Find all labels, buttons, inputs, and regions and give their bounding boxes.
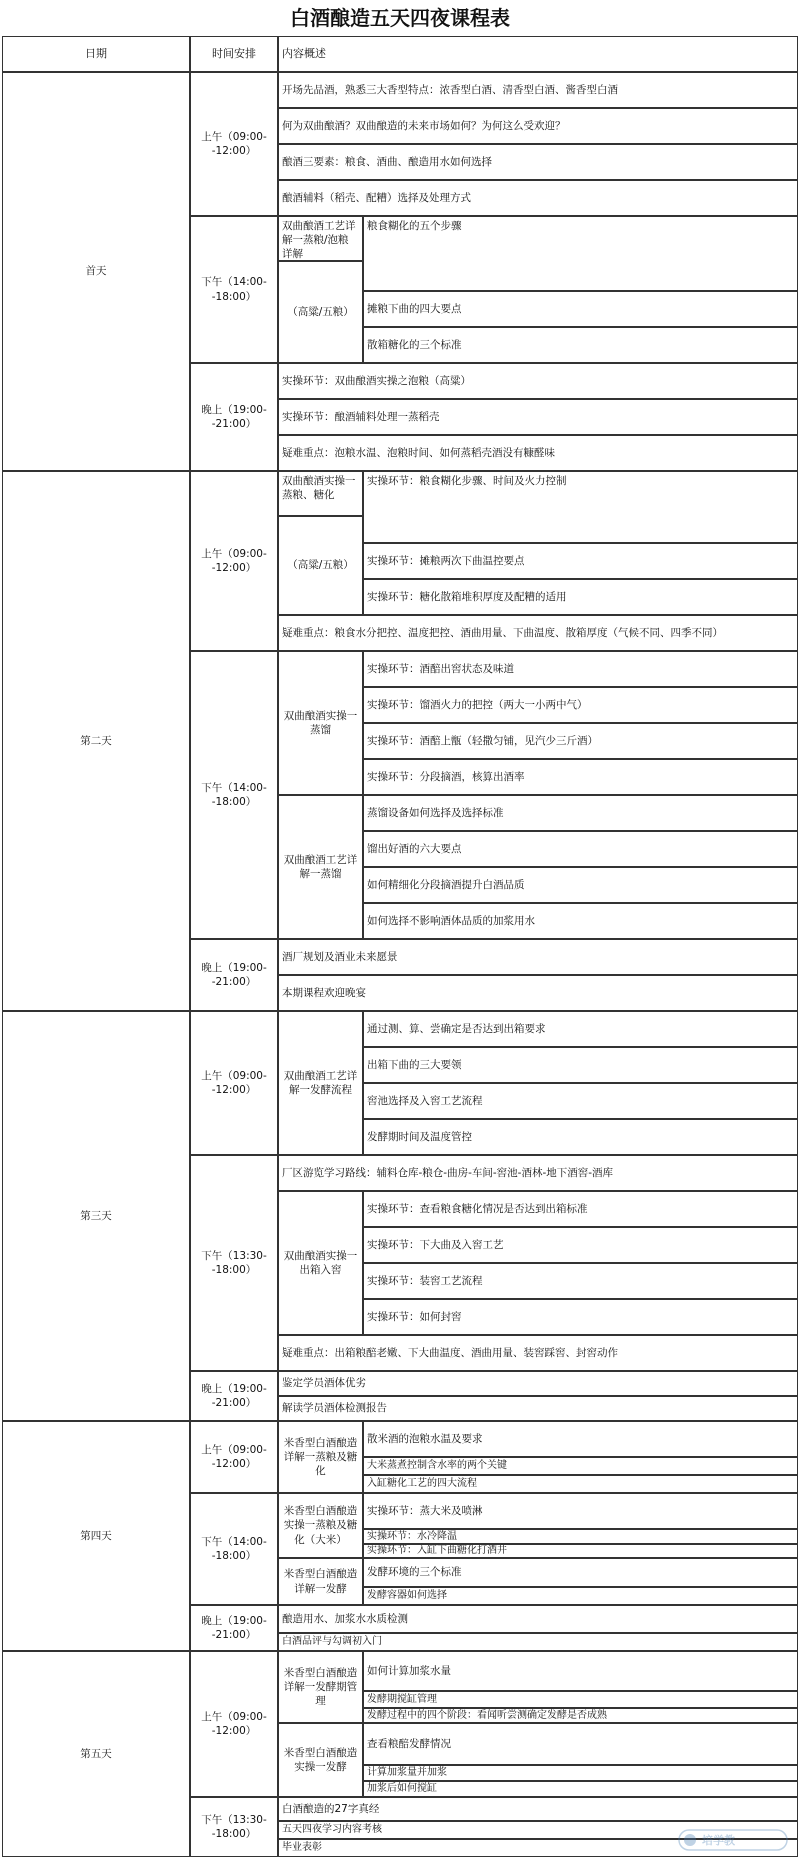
content-item: 实操环节：入缸下曲糖化打酒井: [363, 1544, 798, 1558]
content-item: 发酵期时间及温度管控: [363, 1119, 798, 1155]
content-item: 毕业表彰: [278, 1839, 798, 1857]
day-cell: 第二天: [2, 471, 190, 1011]
content-item: 疑难重点：出箱粮醅老嫩、下大曲温度、酒曲用量、装窖踩窖、封窖动作: [278, 1335, 798, 1371]
content-item: 本期课程欢迎晚宴: [278, 975, 798, 1011]
content-item: 酿酒三要素：粮食、酒曲、酿造用水如何选择: [278, 144, 798, 180]
header-content: 内容概述: [278, 36, 798, 72]
content-item: 实操环节：如何封窖: [363, 1299, 798, 1335]
content-item: 出箱下曲的三大要领: [363, 1047, 798, 1083]
time-slot: 晚上（19:00--21:00）: [190, 363, 278, 471]
content-item: 实操环节：查看粮食糖化情况是否达到出箱标准: [363, 1191, 798, 1227]
sub-topic: 双曲酿酒工艺详解一发酵流程: [278, 1011, 363, 1155]
content-item: 实操环节：酒醅出窖状态及味道: [363, 651, 798, 687]
sub-topic: 米香型白酒酿造实操一发酵: [278, 1723, 363, 1797]
sub-topic: 双曲酿酒实操一蒸馏: [278, 651, 363, 795]
header-date: 日期: [2, 36, 190, 72]
time-slot: 晚上（19:00--21:00）: [190, 1371, 278, 1421]
content-item: 实操环节：糖化散箱堆积厚度及配糟的适用: [363, 579, 798, 615]
time-slot: 下午（13:30--18:00）: [190, 1155, 278, 1371]
content-item: 白酒品评与勾调初入门: [278, 1633, 798, 1651]
time-slot: 下午（14:00--18:00）: [190, 651, 278, 939]
content-item: 鉴定学员酒体优劣: [278, 1371, 798, 1396]
content-item: 计算加浆量并加浆: [363, 1765, 798, 1781]
content-item: 查看粮醅发酵情况: [363, 1723, 798, 1765]
content-item: 实操环节：分段摘酒，核算出酒率: [363, 759, 798, 795]
time-slot: 上午（09:00--12:00）: [190, 72, 278, 216]
content-item: 五天四夜学习内容考核: [278, 1821, 798, 1839]
content-item: 酿酒辅料（稻壳、配糟）选择及处理方式: [278, 180, 798, 216]
content-item: 入缸糖化工艺的四大流程: [363, 1475, 798, 1493]
content-item: 发酵期搅缸管理: [363, 1691, 798, 1708]
content-item: 疑难重点：粮食水分把控、温度把控、酒曲用量、下曲温度、散箱厚度（气候不同、四季不同）: [278, 615, 798, 651]
sub-topic: （高粱/五粮）: [278, 261, 363, 363]
content-item: 如何精细化分段摘酒提升白酒品质: [363, 867, 798, 903]
content-item: 大米蒸煮控制含水率的两个关键: [363, 1457, 798, 1475]
content-item: 解读学员酒体检测报告: [278, 1396, 798, 1421]
content-item: 如何选择不影响酒体品质的加浆用水: [363, 903, 798, 939]
content-item: 实操环节：下大曲及入窖工艺: [363, 1227, 798, 1263]
time-slot: 上午（09:00--12:00）: [190, 1651, 278, 1797]
sub-topic: 米香型白酒酿造详解一发酵: [278, 1558, 363, 1605]
content-item: 实操环节：粮食糊化步骤、时间及火力控制: [363, 471, 798, 543]
page-title: 白酒酿造五天四夜课程表: [290, 6, 510, 30]
sub-topic: 双曲酿酒工艺详解一蒸馏: [278, 795, 363, 939]
sub-topic: （高粱/五粮）: [278, 516, 363, 615]
content-item: 实操环节：水冷降温: [363, 1529, 798, 1544]
content-item: 如何计算加浆水量: [363, 1651, 798, 1691]
sub-topic: 米香型白酒酿造实操一蒸粮及糖化（大米）: [278, 1493, 363, 1558]
content-item: 实操环节：馏酒火力的把控（两大一小两中气）: [363, 687, 798, 723]
content-item: 发酵环境的三个标准: [363, 1558, 798, 1587]
sub-topic: 双曲酿酒实操一蒸粮、糖化: [278, 471, 363, 516]
content-item: 通过测、算、尝确定是否达到出箱要求: [363, 1011, 798, 1047]
sub-topic: 双曲酿酒工艺详解一蒸粮/泡粮详解: [278, 216, 363, 261]
content-item: 发酵容器如何选择: [363, 1587, 798, 1605]
time-slot: 下午（13:30--18:00）: [190, 1797, 278, 1857]
content-item: 实操环节：装窖工艺流程: [363, 1263, 798, 1299]
time-slot: 上午（09:00--12:00）: [190, 471, 278, 651]
content-item: 加浆后如何搅缸: [363, 1781, 798, 1797]
content-item: 何为双曲酿酒？双曲酿造的未来市场如何？为何这么受欢迎？: [278, 108, 798, 144]
content-item: 窖池选择及入窖工艺流程: [363, 1083, 798, 1119]
content-item: 实操环节：摊粮两次下曲温控要点: [363, 543, 798, 579]
time-slot: 上午（09:00--12:00）: [190, 1011, 278, 1155]
content-item: 散箱糖化的三个标准: [363, 327, 798, 363]
time-slot: 下午（14:00--18:00）: [190, 216, 278, 363]
content-item: 实操环节：蒸大米及喷淋: [363, 1493, 798, 1529]
header-time: 时间安排: [190, 36, 278, 72]
content-item: 开场先品酒，熟悉三大香型特点：浓香型白酒、清香型白酒、酱香型白酒: [278, 72, 798, 108]
content-item: 发酵过程中的四个阶段：看闻听尝测确定发酵是否成熟: [363, 1708, 798, 1723]
time-slot: 晚上（19:00--21:00）: [190, 939, 278, 1011]
day-cell: 第五天: [2, 1651, 190, 1857]
content-item: 散米酒的泡粮水温及要求: [363, 1421, 798, 1457]
content-item: 摊粮下曲的四大要点: [363, 291, 798, 327]
content-item: 酿造用水、加浆水水质检测: [278, 1605, 798, 1633]
content-item: 实操环节：酒醅上甑（轻撒匀铺，见汽少三斤酒）: [363, 723, 798, 759]
sub-topic: 米香型白酒酿造详解一发酵期管理: [278, 1651, 363, 1723]
content-item: 实操环节：双曲酿酒实操之泡粮（高粱）: [278, 363, 798, 399]
content-item: 疑难重点：泡粮水温、泡粮时间、如何蒸稻壳酒没有糠醛味: [278, 435, 798, 471]
day-cell: 首天: [2, 72, 190, 471]
sub-topic: 双曲酿酒实操一出箱入窖: [278, 1191, 363, 1335]
time-slot: 上午（09:00--12:00）: [190, 1421, 278, 1493]
day-cell: 第四天: [2, 1421, 190, 1651]
content-item: 酒厂规划及酒业未来愿景: [278, 939, 798, 975]
content-item: 馏出好酒的六大要点: [363, 831, 798, 867]
svg-text:培学教: 培学教: [702, 1834, 735, 1847]
time-slot: 下午（14:00--18:00）: [190, 1493, 278, 1605]
content-item: 白酒酿造的27字真经: [278, 1797, 798, 1821]
content-item: 厂区游览学习路线：辅料仓库-粮仓-曲房-车间-窖池-酒林-地下酒窖-酒库: [278, 1155, 798, 1191]
watermark-logo: [678, 1829, 788, 1851]
content-item: 实操环节：酿酒辅料处理一蒸稻壳: [278, 399, 798, 435]
content-item: 蒸馏设备如何选择及选择标准: [363, 795, 798, 831]
day-cell: 第三天: [2, 1011, 190, 1421]
sub-topic: 米香型白酒酿造详解一蒸粮及糖化: [278, 1421, 363, 1493]
content-item: 粮食糊化的五个步骤: [363, 216, 798, 291]
time-slot: 晚上（19:00--21:00）: [190, 1605, 278, 1651]
